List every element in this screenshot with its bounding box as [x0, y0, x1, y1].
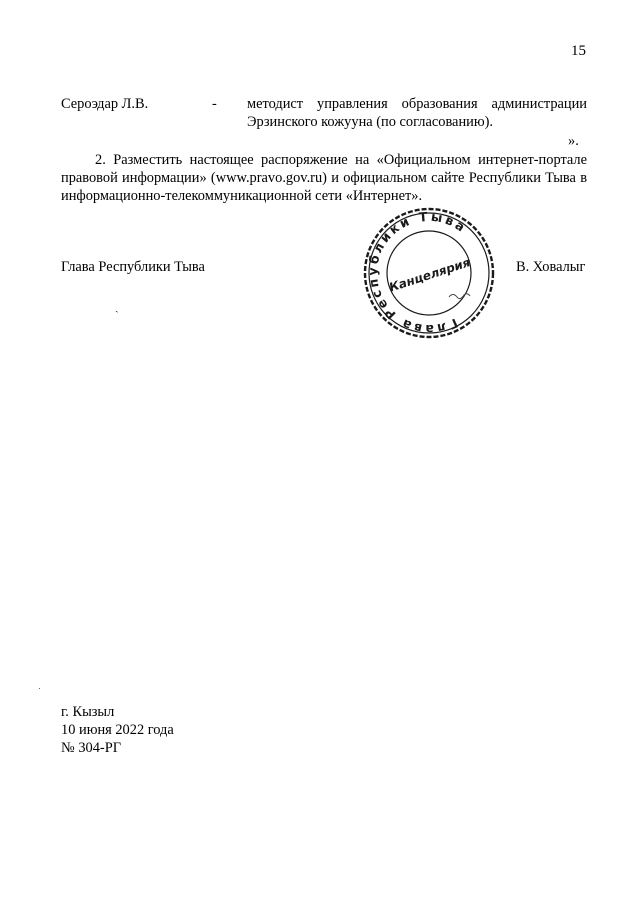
footer-city: г. Кызыл [61, 704, 115, 720]
signatory-title: Глава Республики Тыва [61, 259, 205, 275]
signatory-name: В. Ховалыг [516, 259, 586, 275]
footer-number: № 304-РГ [61, 740, 122, 756]
seal-center-text: Канцелярия [387, 255, 472, 295]
paragraph-2: 2. Разместить настоящее распоряжение на «Официальном интернет-портале правовой информации» (www.pravo.gov.ru) и официальном сайте Республики Тыва в информационно-телекоммуникационной сети «Интернет». [61, 152, 587, 204]
footer-date: 10 июня 2022 года [61, 722, 174, 738]
document-footer [61, 703, 174, 757]
closing-quote: ». [568, 133, 579, 149]
member-role: методист управления образования администрации Эрзинского кожууна (по согласованию). [247, 96, 587, 130]
seal-handwriting [449, 294, 470, 299]
scan-speck [39, 688, 40, 689]
page-number: 15 [571, 43, 586, 59]
member-dash: - [212, 96, 217, 112]
member-name: Сероэдар Л.В. [61, 96, 149, 112]
seal-ring-text: Глава Республики Тыва [364, 208, 471, 338]
stray-mark: ˏ [115, 301, 119, 313]
official-seal [361, 205, 497, 341]
